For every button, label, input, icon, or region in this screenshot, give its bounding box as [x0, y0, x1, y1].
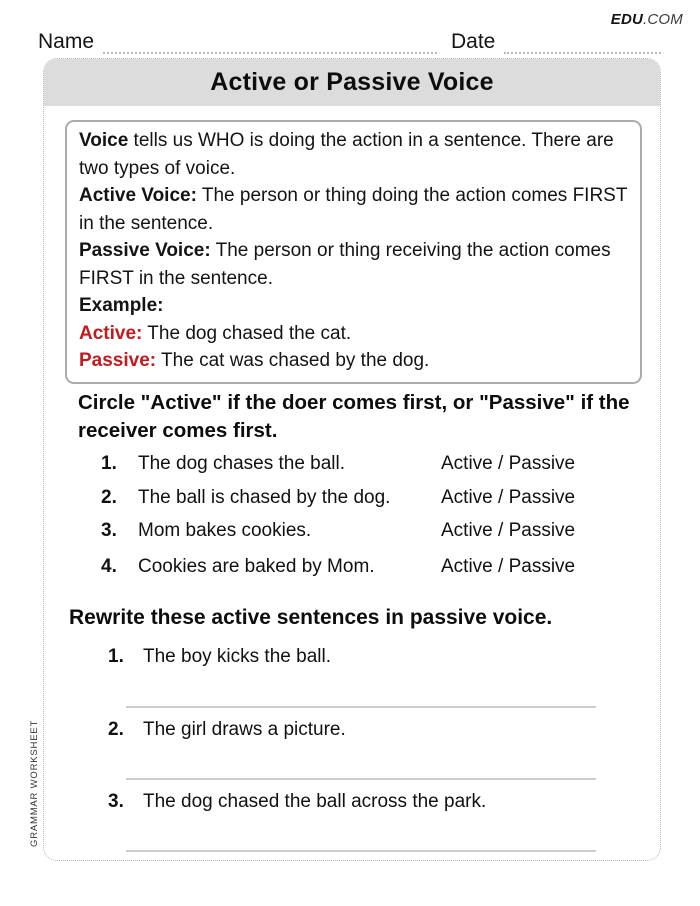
item-sentence: Cookies are baked by Mom.	[138, 556, 375, 577]
name-label: Name	[38, 30, 95, 53]
definition-text: tells us WHO is doing the action in a sentence. There are two types of voice.	[79, 130, 614, 179]
example-active-label: Active:	[79, 322, 143, 344]
item-sentence: The boy kicks the ball.	[143, 646, 331, 667]
logo-suffix: .COM	[643, 11, 683, 28]
worksheet-card	[43, 58, 661, 861]
item-number: 1.	[108, 646, 124, 667]
example-passive-text: The cat was chased by the dog.	[156, 350, 430, 371]
definition-line	[79, 182, 628, 237]
answer-line-3[interactable]	[126, 850, 596, 852]
answer-line-2[interactable]	[126, 778, 596, 780]
definition-line	[79, 127, 628, 182]
item-number: 2.	[108, 719, 124, 740]
rewrite-item-2	[44, 719, 660, 743]
active-passive-options[interactable]: Active / Passive	[441, 453, 576, 474]
grammar-worksheet-vertical-label: GRAMMAR WORKSHEET	[29, 719, 40, 847]
definition-term: Passive Voice:	[79, 240, 211, 261]
item-number: 4.	[101, 556, 117, 577]
rewrite-item-1	[44, 646, 660, 670]
edu-logo	[611, 11, 683, 28]
definition-line	[79, 237, 628, 292]
definition-term: Active Voice:	[79, 185, 197, 206]
active-passive-options[interactable]: Active / Passive	[441, 487, 576, 508]
item-number: 3.	[108, 791, 124, 812]
active-passive-options[interactable]: Active / Passive	[441, 556, 576, 577]
example-active-text: The dog chased the cat.	[142, 322, 352, 344]
definition-term: Voice	[79, 130, 129, 151]
circle-section-heading: Circle "Active" if the doer comes first, or "Passive" if the receiver comes first.	[78, 391, 630, 442]
circle-item-2	[44, 487, 660, 513]
answer-line-1[interactable]	[126, 706, 596, 708]
name-input-line[interactable]	[103, 32, 437, 54]
circle-item-3	[44, 520, 660, 546]
item-sentence: The ball is chased by the dog.	[138, 487, 391, 508]
circle-item-4	[44, 556, 660, 582]
date-field	[451, 30, 661, 54]
item-sentence: The dog chased the ball across the park.	[143, 791, 487, 812]
definition-box	[65, 120, 642, 384]
date-label: Date	[451, 30, 496, 53]
example-passive-label: Passive:	[79, 350, 157, 371]
item-number: 3.	[101, 520, 117, 541]
item-sentence: Mom bakes cookies.	[138, 520, 312, 541]
item-sentence: The girl draws a picture.	[143, 719, 346, 740]
name-field	[38, 30, 437, 54]
definition-text: The person or thing doing the action comes FIRST in the sentence.	[79, 185, 628, 234]
item-number: 2.	[101, 487, 117, 508]
definition-line	[79, 292, 628, 320]
example-active-line	[79, 320, 628, 348]
definition-term: Example:	[79, 295, 164, 316]
item-number: 1.	[101, 453, 117, 474]
example-passive-line	[79, 347, 628, 375]
worksheet-title-bar	[44, 59, 660, 106]
rewrite-section-heading: Rewrite these active sentences in passive voice.	[69, 606, 553, 629]
page-title: Active or Passive Voice	[210, 68, 494, 96]
circle-item-1	[44, 453, 660, 479]
rewrite-item-3	[44, 791, 660, 815]
definition-text: The person or thing receiving the action comes FIRST in the sentence.	[79, 240, 611, 289]
active-passive-options[interactable]: Active / Passive	[441, 520, 576, 541]
logo-brand: EDU	[610, 11, 644, 28]
item-sentence: The dog chases the ball.	[138, 453, 346, 474]
date-input-line[interactable]	[504, 32, 661, 54]
